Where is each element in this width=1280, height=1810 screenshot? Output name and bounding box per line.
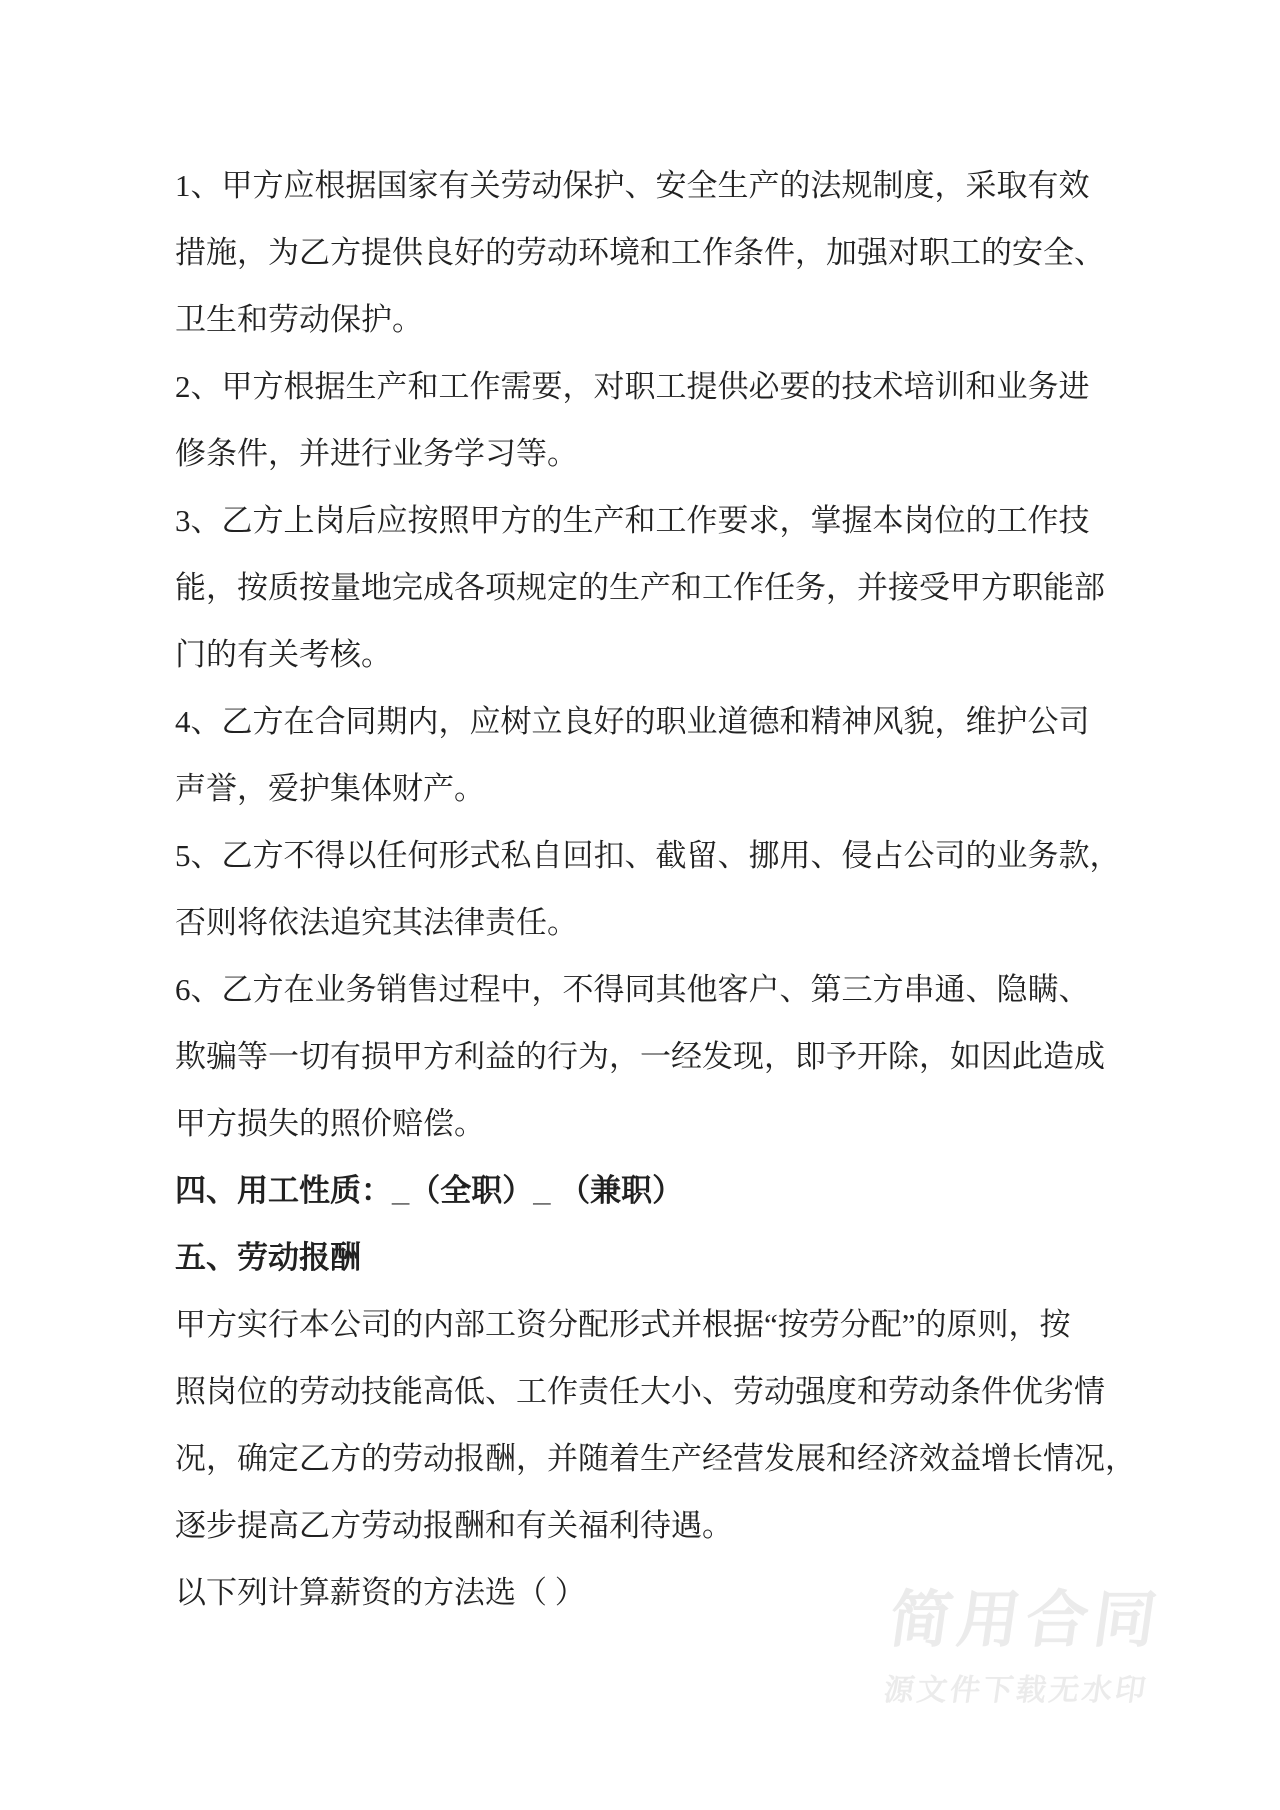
text-line: 5、乙方不得以任何形式私自回扣、截留、挪用、侵占公司的业务款， bbox=[175, 838, 1121, 873]
text-line: 卫生和劳动保护。 bbox=[175, 302, 423, 337]
section-heading: 五、劳动报酬 bbox=[175, 1240, 361, 1275]
text-line: 声誉，爱护集体财产。 bbox=[175, 771, 485, 806]
section-heading: 四、用工性质：_（全职）_ （兼职） bbox=[175, 1173, 684, 1208]
text-line: 甲方实行本公司的内部工资分配形式并根据“按劳分配”的原则，按 bbox=[175, 1307, 1071, 1342]
text-line: 逐步提高乙方劳动报酬和有关福利待遇。 bbox=[175, 1508, 733, 1543]
text-line: 甲方损失的照价赔偿。 bbox=[175, 1106, 485, 1141]
watermark-brand-text: 简用合同 bbox=[885, 1586, 1167, 1655]
text-line: 能，按质按量地完成各项规定的生产和工作任务，并接受甲方职能部 bbox=[175, 570, 1105, 605]
text-line: 6、乙方在业务销售过程中，不得同其他客户、第三方串通、隐瞒、 bbox=[175, 972, 1090, 1007]
text-line: 以下列计算薪资的方法选（ ） bbox=[175, 1575, 586, 1610]
text-line: 况，确定乙方的劳动报酬，并随着生产经营发展和经济效益增长情况， bbox=[175, 1441, 1136, 1476]
text-line: 4、乙方在合同期内，应树立良好的职业道德和精神风貌，维护公司 bbox=[175, 704, 1090, 739]
text-line: 1、甲方应根据国家有关劳动保护、安全生产的法规制度，采取有效 bbox=[175, 168, 1090, 203]
text-line: 照岗位的劳动技能高低、工作责任大小、劳动强度和劳动条件优劣情 bbox=[175, 1374, 1105, 1409]
text-line: 修条件，并进行业务学习等。 bbox=[175, 436, 578, 471]
watermark-subtitle-text: 源文件下载无水印 bbox=[881, 1674, 1151, 1707]
document-content bbox=[175, 152, 1135, 1626]
text-line: 否则将依法追究其法律责任。 bbox=[175, 905, 578, 940]
text-line: 措施，为乙方提供良好的劳动环境和工作条件，加强对职工的安全、 bbox=[175, 235, 1105, 270]
text-line: 门的有关考核。 bbox=[175, 637, 392, 672]
text-line: 2、甲方根据生产和工作需要，对职工提供必要的技术培训和业务进 bbox=[175, 369, 1090, 404]
text-line: 欺骗等一切有损甲方利益的行为，一经发现，即予开除，如因此造成 bbox=[175, 1039, 1105, 1074]
text-line: 3、乙方上岗后应按照甲方的生产和工作要求，掌握本岗位的工作技 bbox=[175, 503, 1090, 538]
